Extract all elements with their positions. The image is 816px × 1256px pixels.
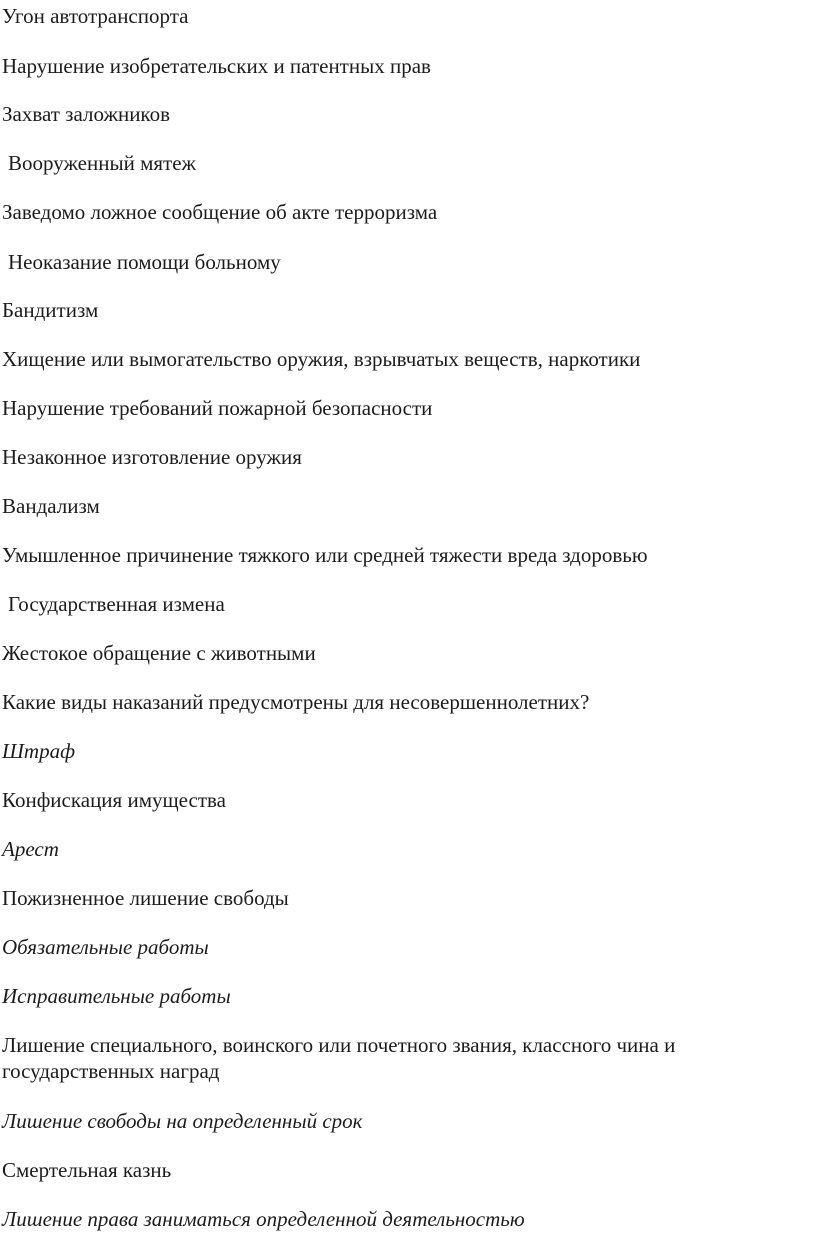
list-item: Жестокое обращение с животными [2,641,316,665]
list-item-italic: Арест [2,837,59,861]
question-heading: Какие виды наказаний предусмотрены для несовершеннолетних? [2,690,590,714]
list-item: Заведомо ложное сообщение об акте терроризма [2,200,438,224]
list-item: Пожизненное лишение свободы [2,886,289,910]
list-item: Смертельная казнь [2,1158,172,1182]
list-item: Угон автотранспорта [2,4,189,28]
list-item: Незаконное изготовление оружия [2,445,302,469]
list-item: Умышленное причинение тяжкого или средней тяжести вреда здоровью [2,543,648,567]
list-item: Лишение специального, воинского или почетного звания, классного чина и государственных наград [2,1033,676,1083]
list-item: Вооруженный мятеж [8,151,197,175]
list-item-italic: Лишение свободы на определенный срок [2,1109,363,1133]
list-item: Бандитизм [2,298,99,322]
list-item: Конфискация имущества [2,788,226,812]
list-item-italic: Исправительные работы [2,984,231,1008]
list-item: Захват заложников [2,102,170,126]
list-item: Хищение или вымогательство оружия, взрывчатых веществ, наркотики [2,347,641,371]
list-item-italic: Обязательные работы [2,935,209,959]
list-item: Вандализм [2,494,100,518]
list-item-italic: Лишение права заниматься определенной деятельностью [2,1207,525,1231]
list-item: Неоказание помощи больному [8,250,281,274]
list-item-italic: Штраф [2,739,75,763]
list-item: Государственная измена [8,592,225,616]
list-item: Нарушение изобретательских и патентных прав [2,54,431,78]
list-item: Нарушение требований пожарной безопасности [2,396,433,420]
